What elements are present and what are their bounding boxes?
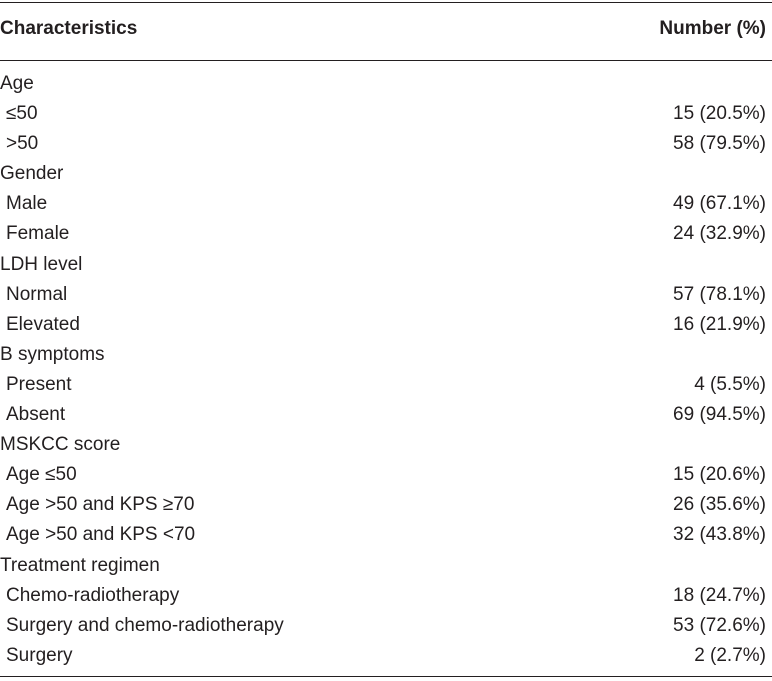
row-value: 24 (32.9%) [673, 223, 766, 245]
table-row [0, 370, 772, 400]
row-label: Surgery and chemo-radiotherapy [6, 614, 284, 636]
header-characteristics: Characteristics [0, 18, 138, 39]
table-row [0, 460, 772, 490]
header-rule [0, 60, 772, 61]
row-value: 69 (94.5%) [673, 404, 766, 426]
row-label: Surgery [6, 644, 73, 666]
top-rule [0, 2, 772, 3]
row-label: Absent [6, 404, 66, 426]
row-label: Age ≤50 [6, 464, 77, 486]
row-label: >50 [6, 133, 39, 155]
row-value: 32 (43.8%) [673, 524, 766, 546]
table-row [0, 189, 772, 219]
row-label: Elevated [6, 313, 80, 335]
row-label: Normal [6, 283, 68, 305]
table-row [0, 219, 772, 249]
row-value: 15 (20.6%) [673, 464, 766, 486]
group-label: Age [0, 73, 34, 94]
group-label: MSKCC score [0, 434, 121, 456]
bottom-rule [0, 676, 772, 677]
row-value: 16 (21.9%) [673, 313, 766, 335]
row-value: 18 (24.7%) [673, 584, 766, 606]
group-label: Treatment regimen [0, 554, 160, 576]
group-label: LDH level [0, 253, 83, 275]
group-row-age [0, 69, 772, 99]
group-row-mskcc-score [0, 430, 772, 460]
table-row [0, 280, 772, 310]
row-label: Female [6, 223, 70, 245]
group-label: B symptoms [0, 343, 105, 365]
row-label: ≤50 [6, 103, 38, 125]
header-number: Number (%) [659, 18, 766, 39]
row-value: 53 (72.6%) [673, 614, 766, 636]
table-row [0, 581, 772, 611]
table-row [0, 520, 772, 550]
table-row [0, 310, 772, 340]
row-label: Age >50 and KPS <70 [6, 524, 196, 546]
row-label: Age >50 and KPS ≥70 [6, 494, 195, 516]
row-value: 26 (35.6%) [673, 494, 766, 516]
table-row [0, 611, 772, 641]
row-value: 2 (2.7%) [694, 644, 766, 666]
group-label: Gender [0, 163, 64, 185]
group-row-treatment-regimen [0, 551, 772, 581]
row-label: Male [6, 193, 48, 215]
row-value: 58 (79.5%) [673, 133, 766, 155]
table-row [0, 129, 772, 159]
group-row-gender [0, 159, 772, 189]
group-row-ldh-level [0, 250, 772, 280]
row-value: 57 (78.1%) [673, 283, 766, 305]
row-label: Present [6, 373, 72, 395]
table-body [0, 69, 772, 671]
row-value: 15 (20.5%) [673, 103, 766, 125]
table-header [0, 14, 772, 46]
table-row [0, 99, 772, 129]
row-value: 4 (5.5%) [694, 373, 766, 395]
table-row [0, 400, 772, 430]
row-value: 49 (67.1%) [673, 193, 766, 215]
table-row [0, 490, 772, 520]
group-row-b-symptoms [0, 340, 772, 370]
row-label: Chemo-radiotherapy [6, 584, 180, 606]
table-row [0, 641, 772, 671]
